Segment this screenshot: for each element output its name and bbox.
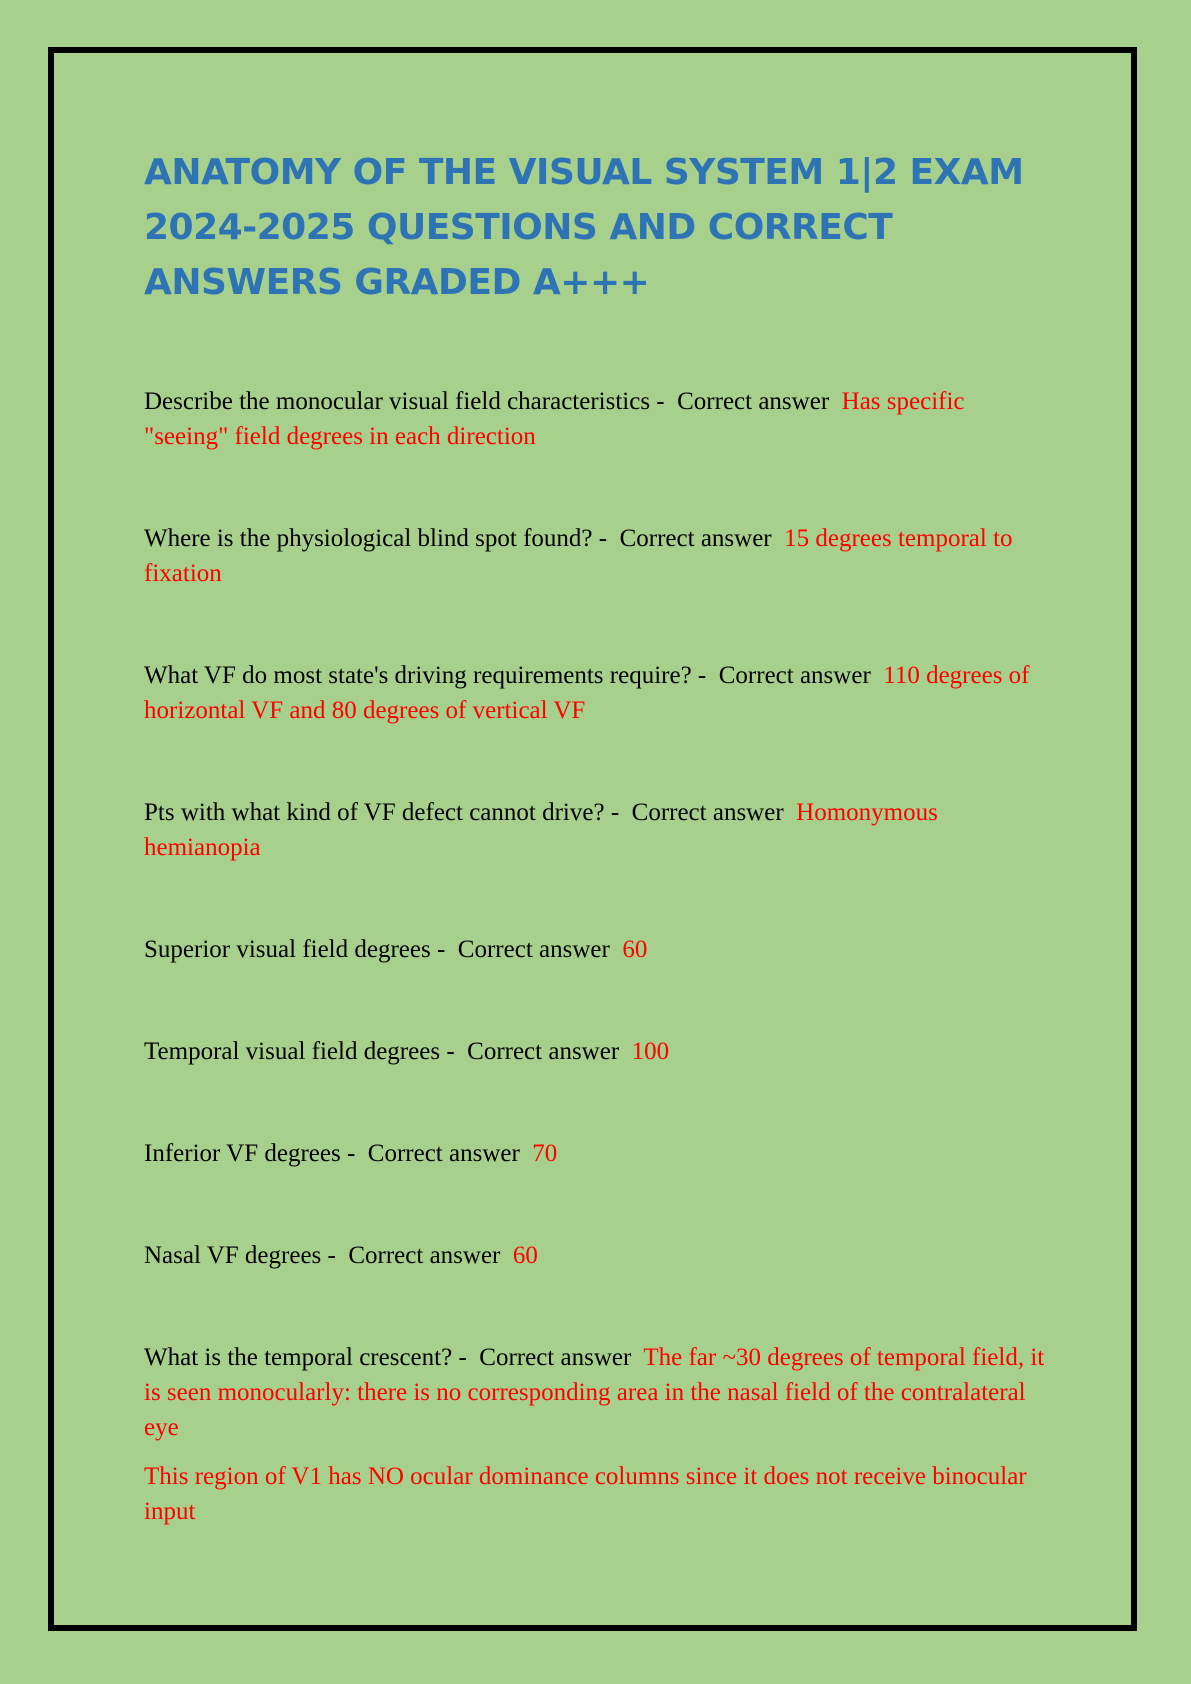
answer-text: 100 [631, 1038, 670, 1065]
answer-label: Correct answer [631, 799, 784, 826]
document-body [144, 145, 1054, 1529]
answer-label: Correct answer [479, 1344, 632, 1371]
question-text: Where is the physiological blind spot found? [144, 525, 593, 552]
question-text: Pts with what kind of VF defect cannot drive? [144, 799, 605, 826]
answer-text: The far ~30 degrees of temporal field, it is seen monocularly: there is no corresponding area in the nasal field of the contralateral eye [144, 1344, 1045, 1441]
answer-text: Homonymous hemianopia [144, 799, 938, 861]
extra-note: This region of V1 has NO ocular dominance columns since it does not receive binocular input [144, 1463, 1027, 1525]
question-text: Inferior VF degrees [144, 1140, 341, 1167]
question-text: Describe the monocular visual field characteristics [144, 388, 651, 415]
answer-text: 60 [622, 936, 648, 963]
question-text: What VF do most state's driving requirements require? [144, 662, 692, 689]
answer-label: Correct answer [718, 662, 871, 689]
answer-label: Correct answer [619, 525, 772, 552]
question-text: Nasal VF degrees [144, 1242, 322, 1269]
qa-item: Inferior VF degrees - Correct answer 70 [144, 1140, 558, 1167]
question-text: Temporal visual field degrees [144, 1038, 441, 1065]
qa-item: What is the temporal crescent? - Correct answer The far ~30 degrees of temporal field, it is seen monocularly: there is no corresponding area in the nasal field of the contralateral eye [144, 1344, 1045, 1441]
qa-item: Nasal VF degrees - Correct answer 60 [144, 1242, 538, 1269]
document-title: ANATOMY OF THE VISUAL SYSTEM 1|2 EXAM 2024-2025 QUESTIONS AND CORRECT ANSWERS GRADED A+++ [144, 152, 1024, 303]
qa-item: What VF do most state's driving requirements require? - Correct answer 110 degrees of horizontal VF and 80 degrees of vertical VF [144, 662, 1030, 724]
qa-item: Superior visual field degrees - Correct answer 60 [144, 936, 648, 963]
question-text: What is the temporal crescent? [144, 1344, 453, 1371]
answer-text: 60 [512, 1242, 538, 1269]
answer-text: Has specific "seeing" field degrees in each direction [144, 388, 965, 450]
qa-item: Pts with what kind of VF defect cannot drive? - Correct answer Homonymous hemianopia [144, 799, 938, 861]
answer-label: Correct answer [467, 1038, 620, 1065]
qa-list [144, 384, 1054, 1529]
answer-label: Correct answer [367, 1140, 520, 1167]
answer-label: Correct answer [457, 936, 610, 963]
answer-text: 70 [532, 1140, 558, 1167]
answer-label: Correct answer [348, 1242, 501, 1269]
qa-item: Temporal visual field degrees - Correct answer 100 [144, 1038, 670, 1065]
qa-item: Describe the monocular visual field characteristics - Correct answer Has specific "seeing" field degrees in each direction [144, 388, 965, 450]
qa-item: Where is the physiological blind spot found? - Correct answer 15 degrees temporal to fixation [144, 525, 1013, 587]
question-text: Superior visual field degrees [144, 936, 431, 963]
answer-label: Correct answer [677, 388, 830, 415]
answer-text: 15 degrees temporal to fixation [144, 525, 1013, 587]
answer-text: 110 degrees of horizontal VF and 80 degrees of vertical VF [144, 662, 1030, 724]
